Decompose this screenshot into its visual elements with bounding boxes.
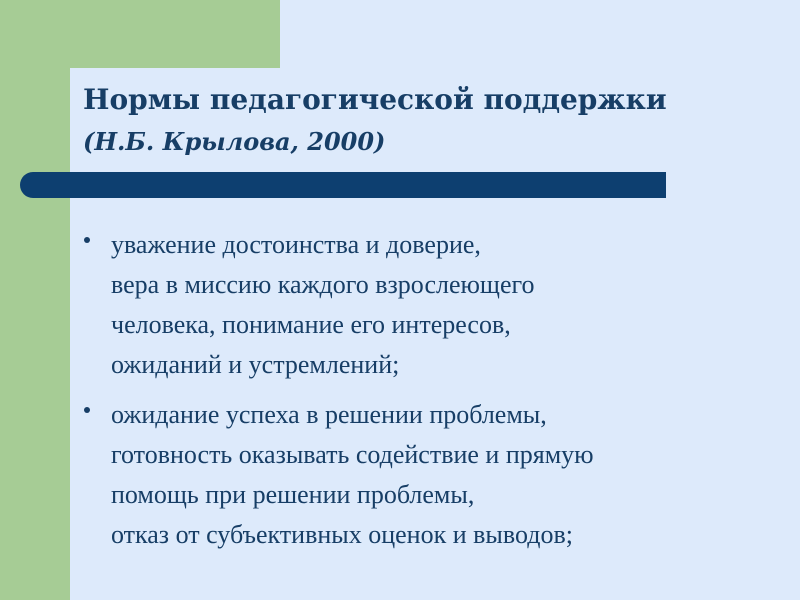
bullet-item: [80, 395, 790, 555]
bullet-text-line: ожидание успеха в решении проблемы,: [111, 400, 547, 429]
slide-title: Нормы педагогической поддержки: [83, 83, 667, 116]
title-divider-bar: [20, 172, 666, 198]
bullet-text-line: отказ от субъективных оценок и выводов;: [111, 520, 573, 549]
bullet-text-line: вера в миссию каждого взрослеющего: [111, 270, 535, 299]
bullet-item: [80, 225, 790, 385]
bullet-text-line: уважение достоинства и доверие,: [111, 230, 481, 259]
bullet-text-line: ожиданий и устремлений;: [111, 350, 400, 379]
bullet-text-line: человека, понимание его интересов,: [111, 310, 511, 339]
bullet-dot-icon: [84, 237, 90, 243]
bullet-list: [80, 225, 790, 565]
slide-subtitle: (Н.Б. Крылова, 2000): [83, 127, 386, 156]
bullet-dot-icon: [84, 407, 90, 413]
bullet-text-line: помощь при решении проблемы,: [111, 480, 475, 509]
bullet-text-line: готовность оказывать содействие и прямую: [111, 440, 594, 469]
